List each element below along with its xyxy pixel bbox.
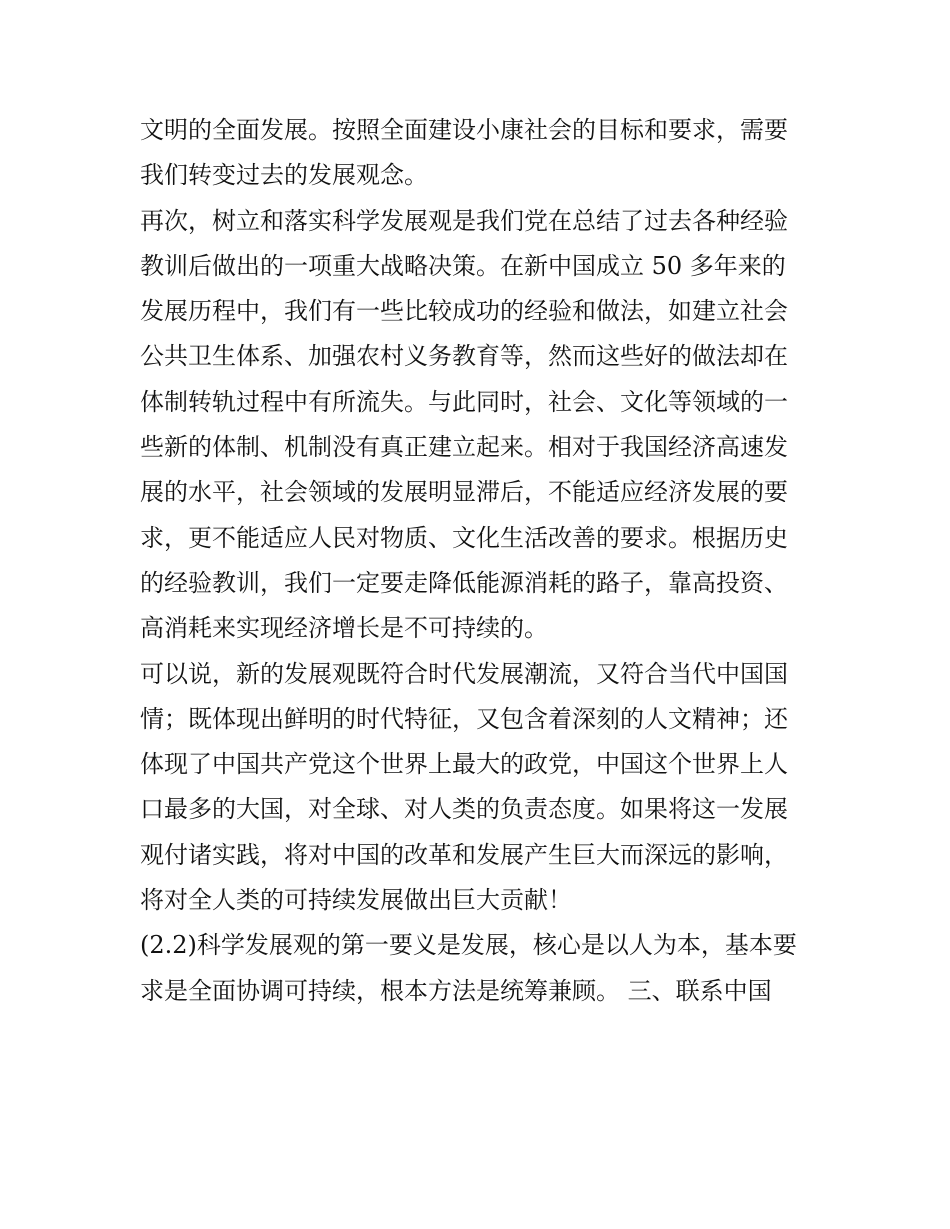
text-line: 我们转变过去的发展观念。 bbox=[140, 161, 428, 190]
text-line: 求，更不能适应人民对物质、文化生活改善的要求。根据历史 bbox=[140, 523, 788, 552]
text-line: 些新的体制、机制没有真正建立起来。相对于我国经济高速发 bbox=[140, 433, 788, 462]
text-line: 体制转轨过程中有所流失。与此同时，社会、文化等领域的一 bbox=[140, 387, 788, 416]
text-line: (2.2)科学发展观的第一要义是发展，核心是以人为本，基本要 bbox=[140, 931, 797, 960]
text-line: 文明的全面发展。按照全面建设小康社会的目标和要求，需要 bbox=[140, 116, 788, 144]
text-line: 观付诸实践，将对中国的改革和发展产生巨大而深远的影响， bbox=[140, 840, 788, 869]
text-line: 将对全人类的可持续发展做出巨大贡献！ bbox=[140, 886, 572, 915]
text-line: 教训后做出的一项重大战略决策。在新中国成立 50 多年来的 bbox=[140, 251, 786, 280]
text-line: 口最多的大国，对全球、对人类的负责态度。如果将这一发展 bbox=[140, 795, 788, 824]
text-line: 展的水平，社会领域的发展明显滞后，不能适应经济发展的要 bbox=[140, 478, 788, 507]
text-line: 求是全面协调可持续，根本方法是统筹兼顾。 三、联系中国 bbox=[140, 976, 772, 1005]
text-line: 高消耗来实现经济增长是不可持续的。 bbox=[140, 614, 548, 643]
text-line: 可以说，新的发展观既符合时代发展潮流，又符合当代中国国 bbox=[140, 659, 788, 688]
text-line: 发展历程中，我们有一些比较成功的经验和做法，如建立社会 bbox=[140, 297, 788, 326]
body-text bbox=[140, 108, 820, 1014]
text-line: 公共卫生体系、加强农村义务教育等，然而这些好的做法却在 bbox=[140, 342, 788, 371]
text-line: 的经验教训，我们一定要走降低能源消耗的路子，靠高投资、 bbox=[140, 568, 788, 597]
text-line: 情；既体现出鲜明的时代特征，又包含着深刻的人文精神；还 bbox=[140, 704, 788, 733]
text-line: 再次，树立和落实科学发展观是我们党在总结了过去各种经验 bbox=[140, 206, 788, 235]
text-line: 体现了中国共产党这个世界上最大的政党，中国这个世界上人 bbox=[140, 750, 788, 779]
